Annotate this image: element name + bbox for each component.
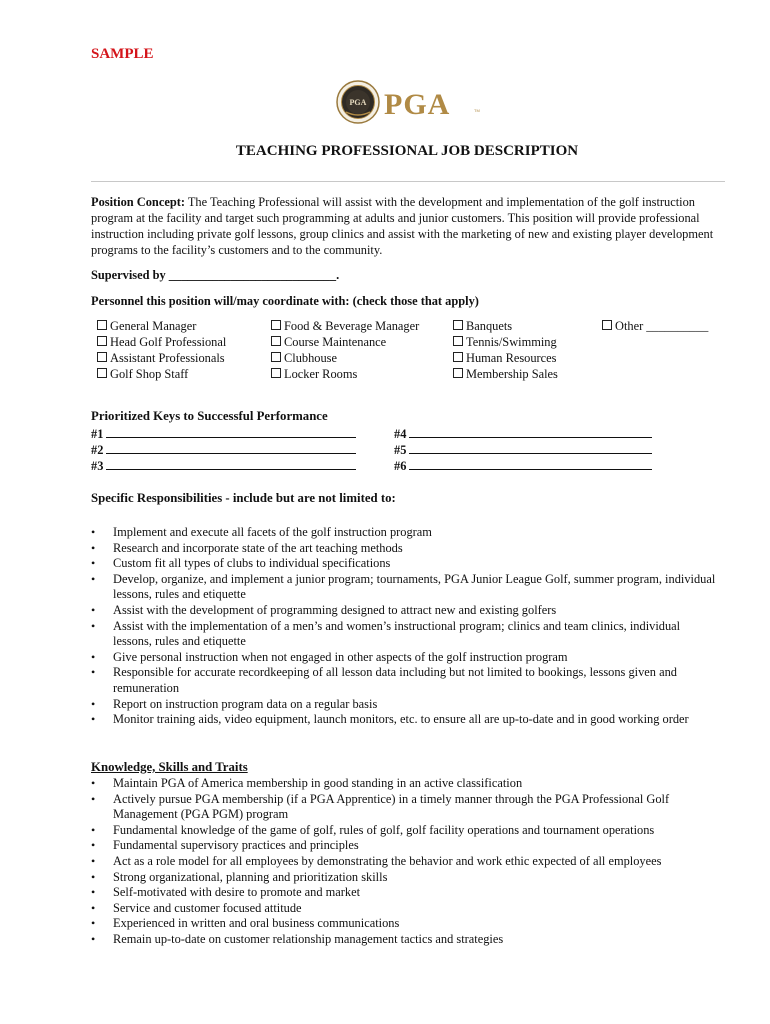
checkbox-item[interactable]: Clubhouse: [271, 350, 471, 366]
list-item: • Remain up-to-date on customer relationship management tactics and strategies: [91, 932, 721, 948]
checkbox-icon[interactable]: [453, 320, 463, 330]
document-title: TEACHING PROFESSIONAL JOB DESCRIPTION: [235, 143, 579, 159]
checkbox-item[interactable]: Tennis/Swimming: [453, 334, 653, 350]
checkbox-item[interactable]: Course Maintenance: [271, 334, 471, 350]
checkbox-icon[interactable]: [97, 368, 107, 378]
pga-seal-icon: [337, 81, 379, 123]
list-item: • Experienced in written and oral business communications: [91, 916, 721, 932]
checkbox-column: [271, 318, 471, 382]
list-item: • Report on instruction program data on a regular basis: [91, 697, 721, 713]
list-item: • Assist with the development of programming designed to attract new and existing golfers: [91, 603, 721, 619]
checkbox-item[interactable]: Locker Rooms: [271, 366, 471, 382]
list-item: • Research and incorporate state of the art teaching methods: [91, 541, 721, 557]
key-field[interactable]: #1: [91, 426, 356, 442]
key-line[interactable]: [409, 458, 652, 470]
pga-logo: [336, 78, 486, 126]
checkbox-column: [602, 318, 722, 334]
list-item: • Strong organizational, planning and prioritization skills: [91, 870, 721, 886]
key-field[interactable]: #6: [394, 458, 652, 474]
checkbox-icon[interactable]: [97, 336, 107, 346]
key-line[interactable]: [106, 426, 356, 438]
knowledge-title: Knowledge, Skills and Traits: [91, 760, 248, 774]
checkbox-icon[interactable]: [453, 368, 463, 378]
svg-text:TM: TM: [474, 108, 480, 113]
pga-seal-text: PGA: [349, 98, 367, 107]
checkbox-icon[interactable]: [97, 352, 107, 362]
checkbox-item[interactable]: Head Golf Professional: [97, 334, 297, 350]
checkbox-icon[interactable]: [453, 352, 463, 362]
key-field[interactable]: #3: [91, 458, 356, 474]
pga-wordmark: PGA: [384, 88, 451, 121]
keys-title: Prioritized Keys to Successful Performance: [91, 409, 328, 423]
checkbox-item[interactable]: Other __________: [602, 318, 722, 334]
supervised-by: Supervised by ___________________________.: [91, 268, 340, 282]
knowledge-list: [91, 776, 721, 948]
checkbox-icon[interactable]: [271, 368, 281, 378]
list-item: • Service and customer focused attitude: [91, 901, 721, 917]
checkbox-icon[interactable]: [97, 320, 107, 330]
checkbox-item[interactable]: Banquets: [453, 318, 653, 334]
checkbox-item[interactable]: Assistant Professionals: [97, 350, 297, 366]
position-concept-label: Position Concept:: [91, 195, 185, 209]
checkbox-icon[interactable]: [453, 336, 463, 346]
list-item: • Fundamental supervisory practices and principles: [91, 838, 721, 854]
checkbox-icon[interactable]: [271, 320, 281, 330]
key-line[interactable]: [106, 458, 356, 470]
checkbox-item[interactable]: Golf Shop Staff: [97, 366, 297, 382]
checkbox-item[interactable]: Membership Sales: [453, 366, 653, 382]
responsibilities-list: [91, 525, 721, 728]
checkbox-item[interactable]: Food & Beverage Manager: [271, 318, 471, 334]
key-field[interactable]: #2: [91, 442, 356, 458]
list-item: • Fundamental knowledge of the game of golf, rules of golf, golf facility operations and tournament operations: [91, 823, 721, 839]
list-item: • Implement and execute all facets of the golf instruction program: [91, 525, 721, 541]
list-item: • Give personal instruction when not engaged in other aspects of the golf instruction program: [91, 650, 721, 666]
personnel-heading: Personnel this position will/may coordinate with: (check those that apply): [91, 294, 479, 308]
list-item: • Monitor training aids, video equipment, launch monitors, etc. to ensure all are up-to-date and in good working order: [91, 712, 721, 728]
checkbox-item[interactable]: Human Resources: [453, 350, 653, 366]
key-field[interactable]: #5: [394, 442, 652, 458]
list-item: • Maintain PGA of America membership in good standing in an active classification: [91, 776, 721, 792]
key-line[interactable]: [106, 442, 356, 454]
checkbox-icon[interactable]: [602, 320, 612, 330]
key-field[interactable]: #4: [394, 426, 652, 442]
checkbox-icon[interactable]: [271, 336, 281, 346]
checkbox-item[interactable]: General Manager: [97, 318, 297, 334]
checkbox-icon[interactable]: [271, 352, 281, 362]
list-item: • Act as a role model for all employees by demonstrating the behavior and work ethic expected of all employees: [91, 854, 721, 870]
divider: [91, 181, 725, 182]
sample-label: SAMPLE: [91, 46, 154, 62]
list-item: • Responsible for accurate recordkeeping of all lesson data including but not limited to bookings, lessons given and remuneration: [91, 665, 721, 696]
checkbox-column: [97, 318, 297, 382]
list-item: • Assist with the implementation of a men’s and women’s instructional program; clinics and team clinics, individual lessons, rules and etiquette: [91, 619, 721, 650]
list-item: • Self-motivated with desire to promote and market: [91, 885, 721, 901]
position-concept: [91, 194, 721, 258]
key-line[interactable]: [409, 442, 652, 454]
list-item: • Custom fit all types of clubs to individual specifications: [91, 556, 721, 572]
responsibilities-title: Specific Responsibilities - include but are not limited to:: [91, 491, 396, 505]
key-line[interactable]: [409, 426, 652, 438]
list-item: • Develop, organize, and implement a junior program; tournaments, PGA Junior League Golf, summer program, individual lessons, rules and etiquette: [91, 572, 721, 603]
position-concept-text: The Teaching Professional will assist with the development and implementation of the golf instruction program at the facility and target such programming at adults and junior customers. This position will provide professional instruction including private golf lessons, group clinics and assist with the marketing of new and existing player development programs to the facility’s customers and to the community.: [91, 195, 714, 257]
list-item: • Actively pursue PGA membership (if a PGA Apprentice) in a timely manner through the PGA Professional Golf Management (PGA PGM) program: [91, 792, 721, 823]
